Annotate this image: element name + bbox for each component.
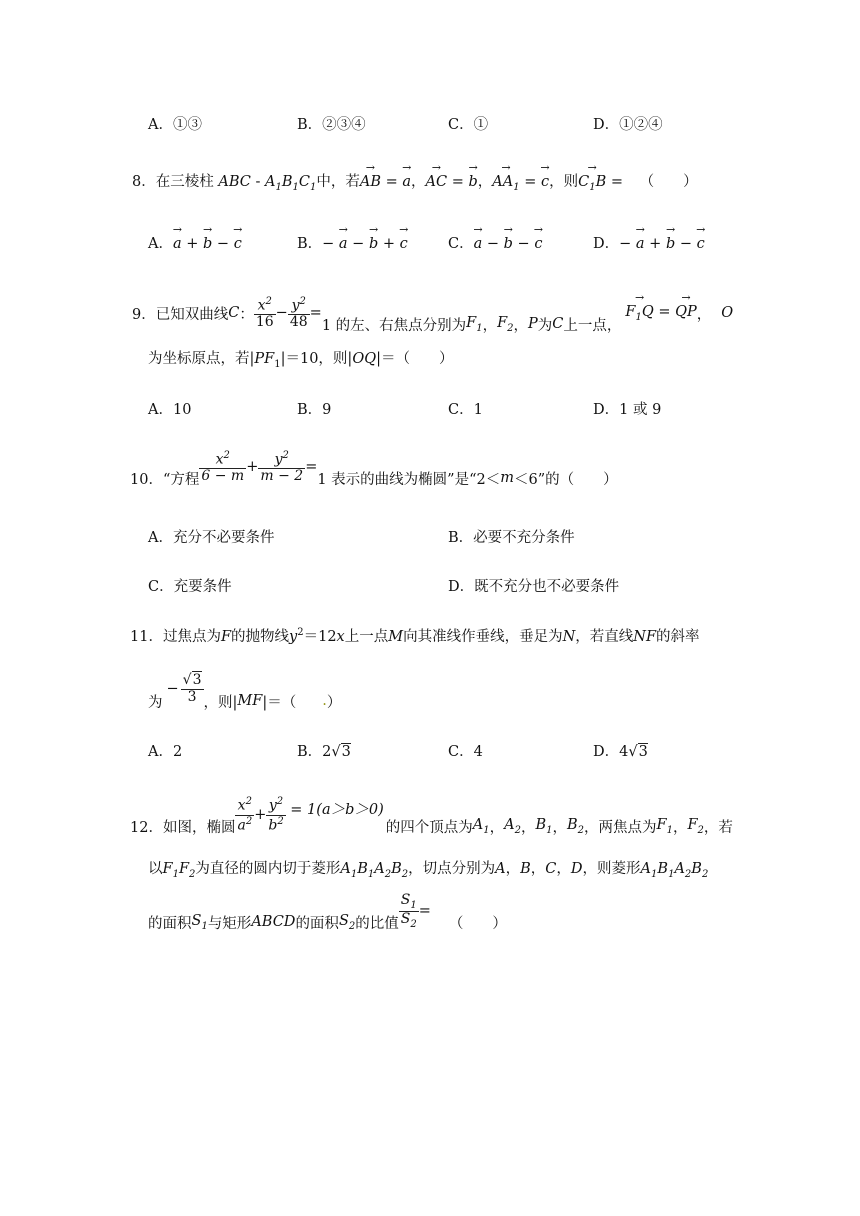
q10-number: 10．“方程 xyxy=(130,471,200,488)
q10-option-d: D．既不充分也不必要条件 xyxy=(448,579,620,595)
q8-text-b: 中，若 xyxy=(316,174,360,190)
q9-option-b: B．9 xyxy=(297,402,332,418)
q7-option-a: A．①③ xyxy=(148,117,202,133)
question-8-stem: 8．在三棱柱 ABC - $A_1B_1C_1$中，若→ AB = → a，→ AC = → b，→ $AA_1$ = → c，则→ $C_1B$ = （ ） xyxy=(132,170,698,193)
q10-option-a: A．充分不必要条件 xyxy=(148,530,275,546)
q11-line2: 为 − $\frac{√3}{3}$ ，则| MF |＝（ . ） xyxy=(148,672,342,711)
q11-option-c: C．4 xyxy=(448,744,483,760)
q8-condition: → AB = → a，→ AC = → b，→ $AA_1$ = → c xyxy=(360,174,549,190)
q8-target-vector: → $C_1B$ xyxy=(578,174,606,193)
q7-option-d: D．①②④ xyxy=(593,117,663,133)
q11-option-d: D．4√3 xyxy=(593,744,648,760)
q8-number: 8． xyxy=(132,174,156,190)
q11-option-a: A．2 xyxy=(148,744,183,760)
q12-line2: 以$F_1F_2$为直径的圆内切于菱形$A_1B_1A_2B_2$，切点分别为A，B，C，D，则菱形$A_1B_1A_2B_2$ xyxy=(148,861,709,880)
q8-option-a: A．→ a + → b − → c xyxy=(148,232,242,253)
q10-option-c: C．充要条件 xyxy=(148,579,232,595)
question-12-stem: 12．如图，椭圆 $\frac{x^2}{a^2}$ + $\frac{y^2}{b^2}$ = 1(a＞b＞0) 的四个顶点为 $A_1$ ， $A_2$ ， $B_1$ ， $B_2$ ，两焦点为 $F_1$ ， $F_2$ ，若 xyxy=(130,796,733,836)
q8-option-d: D．− → a + → b − → c xyxy=(593,232,705,253)
q7-option-c: C．① xyxy=(448,117,489,133)
q9-vector-eq: → $F_1Q$ = → QP xyxy=(625,304,696,323)
question-11-stem: 11．过焦点为F的抛物线$y^2=12x$上一点M向其准线作垂线，垂足为N，若直线NF的斜率 xyxy=(130,627,700,645)
q9-option-a: A．10 xyxy=(148,402,192,418)
q9-option-c: C．1 xyxy=(448,402,483,418)
q8-option-c: C．→ a − → b − → c xyxy=(448,232,542,253)
q8-text-c: ，则 xyxy=(549,174,579,190)
q8-paren: （ ） xyxy=(639,174,698,190)
q9-option-d: D．1 或 9 xyxy=(593,402,662,418)
q8-prism-top: $A_1B_1C_1$ xyxy=(264,174,317,193)
q11-option-b: B．2√3 xyxy=(297,744,351,760)
q7-option-b: B．②③④ xyxy=(297,117,366,133)
q10-option-b: B．必要不充分条件 xyxy=(448,530,575,546)
q9-number: 9． xyxy=(132,306,156,323)
question-10-stem: 10．“方程 $\frac{x^2}{6 - m}$ + $\frac{y^2}{m - 2}$ = 1 表示的曲线为椭圆”是“2＜ m ＜6”的（ ） xyxy=(130,449,618,488)
q8-text: 在三棱柱 xyxy=(155,174,214,190)
question-9-stem: 9． 已知双曲线 C ： $\frac{x^2}{16}$ − $\frac{y^2}{48}$ = 1 的左、右焦点分别为 $F_1$ ， $F_2$ ， P 为 C 上一点， → $F_1Q$ = → QP ， O xyxy=(132,283,733,343)
q9-line2: 为坐标原点，若$|PF_1|=10$，则|OQ|＝（ ） xyxy=(148,351,454,370)
q9-text-b: 1 的左、右焦点分别为 xyxy=(321,317,467,334)
q8-prism: ABC xyxy=(218,174,251,190)
q12-line3: 的面积 $S_1$ 与矩形 ABCD 的面积 $S_2$ 的比值 $\frac{S_1}{S_2}$ = （ ） xyxy=(148,891,507,932)
q9-text: 已知双曲线 xyxy=(155,306,229,323)
q8-option-b: B．− → a − → b + → c xyxy=(297,232,408,253)
